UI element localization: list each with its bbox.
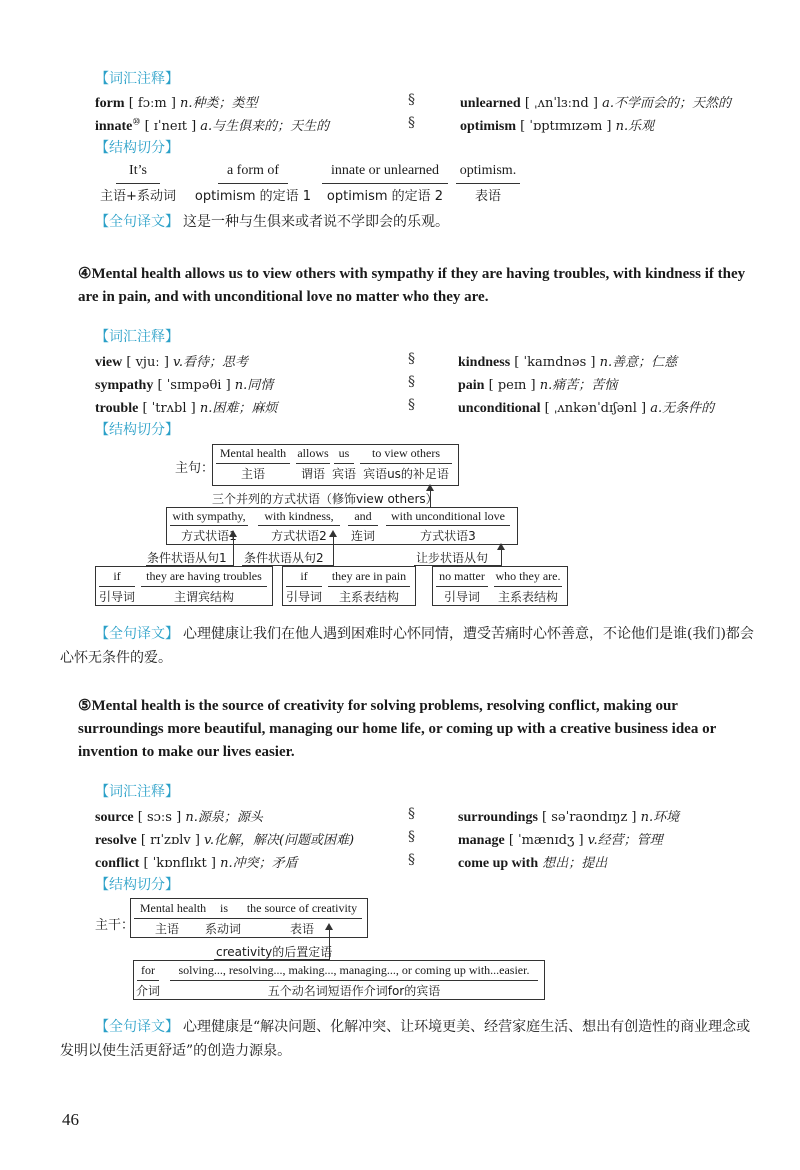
vocab-entry: unconditional [ ˌʌnkənˈdɪʃənl ] a.无条件的: [458, 401, 715, 416]
structure-part: innate or unlearned: [330, 163, 440, 178]
divider-wave: §: [408, 115, 415, 131]
clause-role: 宾语: [331, 467, 356, 481]
adverbial-part: with sympathy,: [172, 509, 246, 523]
arrow-up: [497, 543, 505, 550]
clause-role: 主语: [240, 467, 265, 481]
clause-part: solving..., resolving..., making..., managing..., or coming up with...easier.: [178, 963, 530, 977]
clause-role: 表语: [289, 922, 314, 936]
adverbial-role: 方式状语1: [181, 529, 237, 543]
structure-label-s4: 【结构切分】: [95, 422, 179, 438]
vocab-entry: unlearned [ ˌʌnˈlɜːnd ] a.不学而会的；天然的: [460, 96, 731, 111]
divider-wave: §: [408, 397, 415, 413]
clause-role: 主系表结构: [497, 590, 558, 604]
clause-part: the source of creativity: [246, 901, 358, 915]
adverbial-part: with unconditional love: [391, 509, 505, 523]
vocab-entry: trouble [ ˈtrʌbl ] n.困难；麻烦: [95, 401, 278, 416]
vocab-entry: resolve [ rɪˈzɒlv ] v.化解，解决(问题或困难): [95, 833, 355, 848]
adverbial-part: with kindness,: [264, 509, 334, 523]
structure-role: optimism 的定语 1: [194, 189, 312, 204]
structure-label-s5: 【结构切分】: [95, 877, 179, 893]
structure-part: a form of: [226, 163, 280, 178]
divider-wave: §: [408, 92, 415, 108]
clause-role: 主语: [154, 922, 179, 936]
clause-part: no matter: [439, 569, 485, 583]
main-clause-label: 主句：: [175, 461, 215, 476]
vocab-entry: surroundings [ səˈraʊndɪŋz ] n.环境: [458, 810, 680, 825]
arrow-up: [325, 923, 333, 930]
vocab-label-s3: 【词汇注释】: [95, 71, 179, 87]
translation-s3: 【全句译文】 这是一种与生俱来或者说不学即会的乐观。: [95, 214, 449, 230]
divider-wave: §: [408, 829, 415, 845]
clause-role: 介词: [135, 984, 160, 998]
adverbial-note: 三个并列的方式状语（修饰view others）: [212, 492, 438, 506]
vocab-label-s4: 【词汇注释】: [95, 329, 179, 345]
clause-role: 五个动名词短语作介词for的宾语: [267, 984, 441, 998]
condition-note-2: 条件状语从句2: [244, 551, 324, 565]
clause-role: 引导词: [443, 590, 480, 604]
clause-part: Mental health: [219, 446, 287, 460]
vocab-entry: kindness [ ˈkaɪndnəs ] n.善意；仁慈: [458, 355, 678, 370]
adverbial-role: 方式状语3: [420, 529, 476, 543]
vocab-entry: form [ fɔːm ] n.种类；类型: [95, 96, 258, 111]
clause-part: who they are.: [495, 569, 561, 583]
structure-part: It’s: [129, 163, 147, 178]
structure-label-s3: 【结构切分】: [95, 140, 179, 156]
condition-note-1: 条件状语从句1: [147, 551, 227, 565]
arrow-up: [329, 530, 337, 537]
structure-role: 表语: [474, 189, 501, 204]
divider-wave: §: [408, 351, 415, 367]
clause-role: 主谓宾结构: [173, 590, 234, 604]
main-clause-label: 主干：: [95, 918, 135, 933]
clause-part: for: [141, 963, 155, 977]
sentence-4: ④Mental health allows us to view others with sympathy if they are having troubles, with kindness if they are in pain, and with unconditional love no matter who they are.: [78, 266, 746, 305]
vocab-entry: manage [ ˈmænɪdʒ ] v.经营；管理: [458, 833, 663, 848]
vocab-entry: source [ sɔːs ] n.源泉；源头: [95, 810, 263, 825]
adverbial-part: and: [354, 509, 372, 523]
clause-part: to view others: [372, 446, 440, 460]
adverbial-role: 方式状语2: [271, 529, 327, 543]
translation-s5: 【全句译文】 心理健康是“解决问题、化解冲突、让环境更美、经营家庭生活、想出有创造性的商业理念或发明以使生活更舒适”的创造力源泉。: [60, 1019, 751, 1059]
divider-wave: §: [408, 852, 415, 868]
concession-note: 让步状语从句: [416, 551, 489, 565]
clause-part: us: [338, 446, 350, 460]
clause-part: Mental health: [139, 901, 207, 915]
structure-role: optimism 的定语 2: [326, 189, 444, 204]
vocab-entry: pain [ peɪn ] n.痛苦；苦恼: [458, 378, 618, 393]
translation-s4: 【全句译文】 心理健康让我们在他人遇到困难时心怀同情，遭受苦痛时心怀善意，不论他们是谁(我们)都会心怀无条件的爱。: [60, 626, 754, 666]
page-number: 46: [62, 1110, 79, 1129]
arrow-up: [229, 530, 237, 537]
vocab-entry: innate⑩ [ ɪˈneɪt ] a.与生俱来的；天生的: [95, 117, 330, 134]
divider-wave: §: [408, 806, 415, 822]
clause-part: if: [113, 569, 121, 583]
vocab-entry: come up with 想出；提出: [458, 856, 608, 871]
vocab-entry: optimism [ ˈɒptɪmɪzəm ] n.乐观: [460, 119, 655, 134]
clause-part: allows: [297, 446, 329, 460]
clause-role: 主系表结构: [338, 590, 399, 604]
post-modifier-note: creativity的后置定语: [216, 945, 333, 959]
clause-role: 系动词: [204, 922, 241, 936]
clause-part: they are in pain: [331, 569, 407, 583]
adverbial-role: 连词: [350, 529, 375, 543]
clause-role: 引导词: [98, 590, 135, 604]
clause-part: is: [219, 901, 228, 915]
clause-part: they are having troubles: [146, 569, 262, 583]
vocab-entry: sympathy [ ˈsɪmpəθi ] n.同情: [95, 378, 274, 393]
sentence-5: ⑤Mental health is the source of creativity for solving problems, resolving conflict, making our surroundings more beautiful, managing our home life, or coming up with a creative business idea or invention to make our lives easier.: [78, 698, 716, 760]
clause-role: 引导词: [285, 590, 322, 604]
vocab-label-s5: 【词汇注释】: [95, 784, 179, 800]
clause-role: 谓语: [300, 467, 325, 481]
vocab-entry: conflict [ ˈkɒnflɪkt ] n.冲突；矛盾: [95, 856, 298, 871]
divider-wave: §: [408, 374, 415, 390]
structure-part: optimism.: [459, 163, 517, 178]
clause-part: if: [300, 569, 308, 583]
clause-role: 宾语us的补足语: [363, 467, 449, 481]
structure-role: 主语+系动词: [100, 189, 176, 204]
vocab-entry: view [ vjuː ] v.看待；思考: [95, 355, 248, 370]
